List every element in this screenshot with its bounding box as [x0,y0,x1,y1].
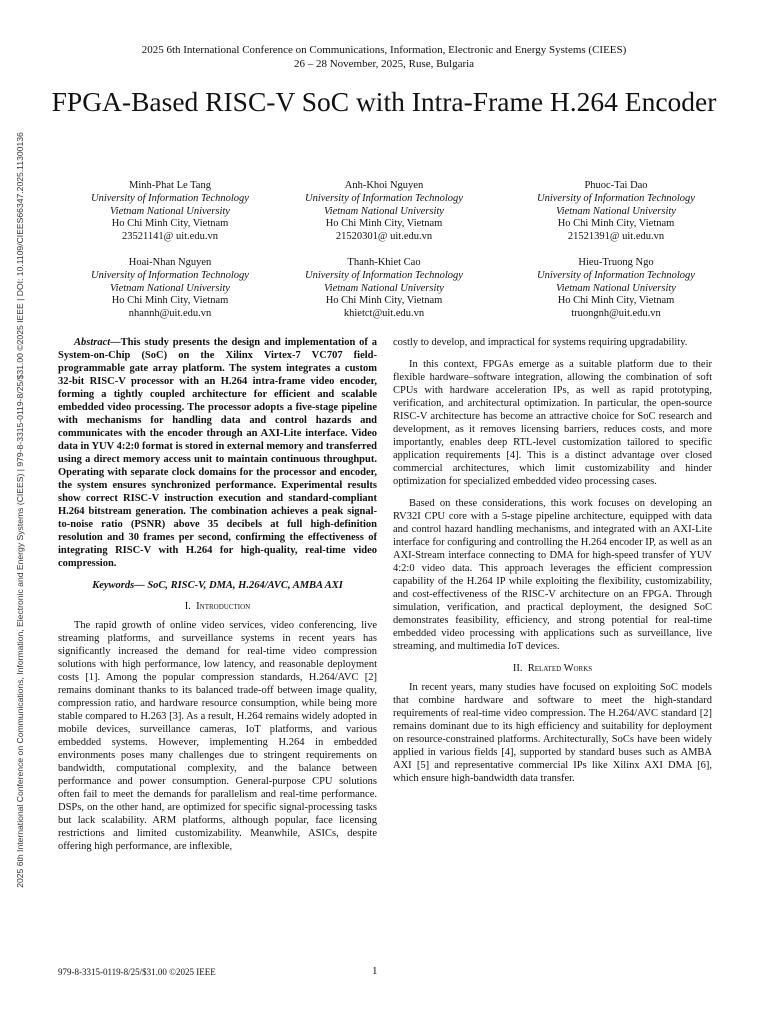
section-title: Related Works [527,663,593,674]
page-number: 1 [372,965,378,977]
section-heading-related-works [393,662,712,675]
author-affiliation: Vietnam National University [324,282,444,294]
author-email: 21520301@ uit.edu.vn [335,231,433,243]
author-name: Thanh-Khiet Cao [347,257,421,268]
section-number: II. [512,663,523,674]
author-email: 23521141@ uit.edu.vn [122,231,218,243]
author-block [496,257,736,321]
author-name: Hoai-Nhan Nguyen [128,257,212,268]
doi-sidebar [10,120,30,900]
intro-paragraph: The rapid growth of online video services, video conferencing, live streaming platforms, and surveillance systems in recent years has significantly increased the demand for real-time video compression solutions with high performance, low latency, and reasonable deployment costs [1]. Among the popular compression standards, H.264/AVC [2] remains dominant thanks to its balanced trade-off between image quality, compression ratio, and hardware resource consumption, while being more stable compared to H.263 [3]. As a result, H.264 remains widely adopted in mobile devices, surveillance cameras, IoT platforms, and various embedded systems. However, implementing H.264 in embedded environments poses many challenges due to stringent requirements on bandwidth, computational complexity, and the balance between performance and power consumption. General-purpose CPU solutions often fail to meet the demands for parallelism and real-time performance. DSPs, on the other hand, are optimized for specific signal-processing tasks but lack scalability. ARM platforms, although popular, face licensing restrictions and limited customizability. Meanwhile, ASICs, despite offering high performance, are inflexible, [58,620,377,852]
author-block [50,180,290,244]
author-affiliation: Vietnam National University [110,282,230,294]
conference-name: 2025 6th International Conference on Communications, Information, Electronic and Energy Systems (CIEES) [141,44,627,56]
author-block [264,180,504,244]
abstract-text: —This study presents the design and implementation of a System-on-Chip (SoC) on the Xilinx Virtex-7 VC707 field-programmable gate array platform. The system integrates a custom 32-bit RISC-V processor with an H.264 intra-frame video encoder, forming a tightly coupled architecture for efficient and scalable embedded video processing. The processor adopts a five-stage pipeline with mechanisms for handling data and control hazards and communicates with the encoder through an AXI-Lite interface. Video data in YUV 4:2:0 format is stored in external memory and transferred using a direct memory access unit to maintain continuous throughput. Operating with separate clock domains for the processor and encoder, the system ensures synchronized performance. Experimental results show correct RISC-V instruction execution and standard-compliant H.264 bitstream generation. The combination achieves a peak signal-to-noise ratio (PSNR) above 35 decibels at full high-definition resolution and 30 frames per second, confirming the effectiveness of integrating RISC-V with H.264 for high-quality, real-time video compression. [58,337,377,569]
abstract [58,336,377,570]
author-city: Ho Chi Minh City, Vietnam [557,218,675,230]
author-affiliation: University of Information Technology [305,269,463,281]
author-email: nhannh@uit.edu.vn [128,308,212,320]
paper-title: FPGA-Based RISC-V SoC with Intra-Frame H.264 Encoder [51,86,717,117]
doi-sidebar-text: 2025 6th International Conference on Communications, Information, Electronic and Energy Systems (CIEES) | 979-8-3315-0119-8/25/$31.00 ©2025 IEEE | DOI: 10.1109/CIEES66347.2025.11300136 [15,132,25,888]
author-name: Minh-Phat Le Tang [129,180,211,191]
author-email: truongnh@uit.edu.vn [571,308,661,320]
author-affiliation: Vietnam National University [324,205,444,217]
author-city: Ho Chi Minh City, Vietnam [111,218,229,230]
author-email: khietct@uit.edu.vn [343,308,425,320]
author-affiliation: Vietnam National University [110,205,230,217]
conference-header [0,43,768,71]
author-city: Ho Chi Minh City, Vietnam [111,295,229,307]
author-block [50,257,290,321]
author-block [264,257,504,321]
author-name: Phuoc-Tai Dao [584,180,648,191]
author-name: Hieu-Truong Ngo [578,257,654,268]
author-email: 21521391@ uit.edu.vn [567,231,665,243]
keywords: Keywords— SoC, RISC-V, DMA, H.264/AVC, AMBA AXI [92,580,343,591]
intro-paragraph: In this context, FPGAs emerge as a suitable platform due to their flexible hardware–software integration, allowing the combination of soft CPUs with hardware acceleration IPs, as well as rapid prototyping, verification, and architectural optimization. In particular, the open-source RISC-V architecture has become an attractive choice for SoC research and development, as it removes licensing barriers, reduces costs, and more importantly, enables deep RTL-level customization tailored to specific application requirements [4]. This is a distinct advantage over closed commercial architectures, which limit customizability and hinder optimization for specialized embedded video processing cases. [393,359,712,487]
intro-paragraph-continued: costly to develop, and impractical for systems requiring upgradability. [393,337,688,348]
author-name: Anh-Khoi Nguyen [344,180,424,191]
copyright-footer: 979-8-3315-0119-8/25/$31.00 ©2025 IEEE [58,967,216,977]
conference-date-location: 26 – 28 November, 2025, Ruse, Bulgaria [293,58,475,70]
author-block [496,180,736,244]
section-title: Introduction [196,601,251,612]
author-affiliation: University of Information Technology [91,192,249,204]
abstract-label: Abstract [74,337,111,348]
left-column [58,336,377,862]
author-affiliation: University of Information Technology [91,269,249,281]
right-column [393,336,712,794]
author-affiliation: University of Information Technology [537,192,695,204]
related-paragraph: In recent years, many studies have focused on exploiting SoC models that combine hardware and software to meet the high-standard requirements of real-time video compression. The H.264/AVC standard [2] remains dominant due to its high efficiency and suitability for deployment on resource-constrained platforms. Architecturally, SoCs have been widely applied in various fields [4], supported by standard buses such as AMBA AXI [5] and representative commercial IPs like Xilinx AXI DMA [6], which ensure high-bandwidth data transfer. [393,682,712,784]
section-number: I. [184,601,191,612]
author-city: Ho Chi Minh City, Vietnam [325,218,443,230]
intro-paragraph: Based on these considerations, this work focuses on developing an RV32I CPU core with a 5-stage pipeline architecture, equipped with data and control hazard handling mechanisms, and integrated with an AXI-Lite interface for configuring and controlling the H.264 encoder IP, as well as an AXI-Stream interface connecting to DMA for high-speed transfer of YUV 4:2:0 video data. This approach leverages the efficient compression capability of the H.264 IP while exploiting the flexibility, customizability, and cost-effectiveness of the RISC-V architecture on an FPGA. Through simulation, verification, and practical deployment, the designed SoC demonstrates feasibility, efficiency, and strong potential for real-time embedded video processing with applications such as surveillance, live streaming, and multimedia IoT devices. [393,498,712,652]
author-affiliation: University of Information Technology [305,192,463,204]
author-city: Ho Chi Minh City, Vietnam [557,295,675,307]
author-city: Ho Chi Minh City, Vietnam [325,295,443,307]
author-affiliation: Vietnam National University [556,205,676,217]
section-heading-introduction [58,600,377,613]
author-affiliation: Vietnam National University [556,282,676,294]
author-affiliation: University of Information Technology [537,269,695,281]
